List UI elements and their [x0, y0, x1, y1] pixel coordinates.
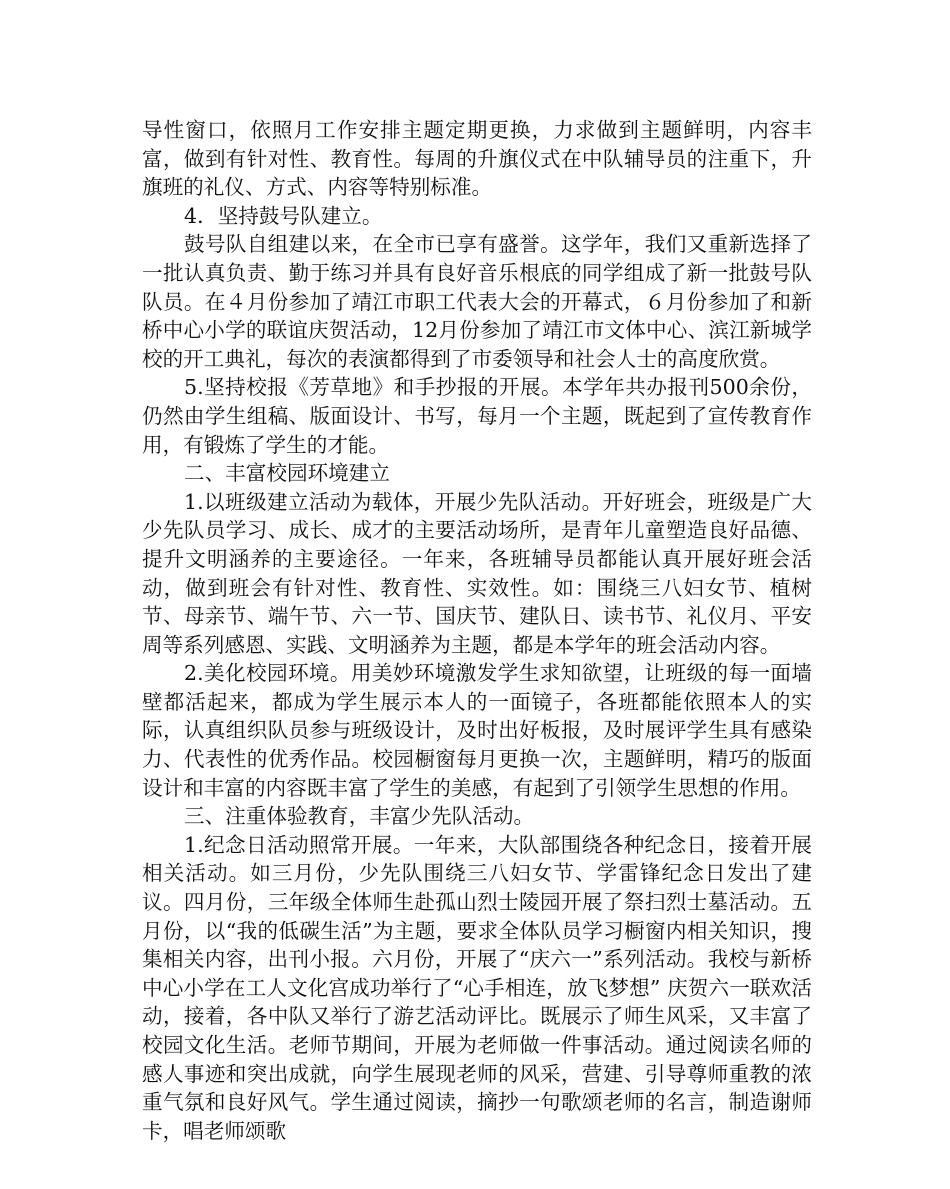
heading-drum-band: 4．坚持鼓号队建立。: [184, 203, 383, 228]
paragraph-continuation: 导性窗口，依照月工作安排主题定期更换，力求做到主题鲜明，内容丰富，做到有针对性、教育性。每周的升旗仪式在中队辅导员的注重下，升旗班的礼仪、方式、内容等特别标准。: [142, 118, 812, 200]
paragraph-drum-band: 鼓号队自组建以来，在全市已享有盛誉。这学年，我们又重新选择了一批认真负责、勤于练习并具有良好音乐根底的同学组成了新一批鼓号队队员。在４月份参加了靖江市职工代表大会的开幕式，６月份参加了和新桥中心小学的联谊庆贺活动，12月份参加了靖江市文体中心、滨江新城学校的开工典礼，每次的表演都得到了市委领导和社会人士的高度欣赏。: [142, 232, 812, 371]
section-heading-campus-environment: 二、丰富校园环境建立: [184, 461, 390, 486]
paragraph-commemoration-days: 1.纪念日活动照常开展。一年来，大队部围绕各种纪念日，接着开展相关活动。如三月份，少先队围绕三八妇女节、学雷锋纪念日发出了建议。四月份，三年级全体师生赴孤山烈士陵园开展了祭扫烈士墓活动。五月份，以“我的低碳生活”为主题，要求全体队员学习橱窗内相关知识，搜集相关内容，出刊小报。六月份，开展了“庆六一”系列活动。我校与新桥中心小学在工人文化宫成功举行了“心手相连，放飞梦想” 庆贺六一联欢活动，接着，各中队又举行了游艺活动评比。既展示了师生风采，又丰富了校园文化生活。老师节期间，开展为老师做一件事活动。通过阅读名师的感人事迹和突出成就，向学生展现老师的风采，营建、引导尊师重教的浓重气氛和良好风气。学生通过阅读，摘抄一句歌颂老师的名言，制造谢师卡，唱老师颂歌: [142, 832, 812, 1143]
paragraph-school-newspaper: 5.坚持校报《芳草地》和手抄报的开展。本学年共办报刊500余份，仍然由学生组稿、版面设计、书写，每月一个主题，既起到了宣传教育作用，有锻炼了学生的才能。: [142, 375, 812, 457]
document-page: [142, 116, 812, 1145]
paragraph-class-activities: 1.以班级建立活动为载体，开展少先队活动。开好班会，班级是广大少先队员学习、成长、成才的主要活动场所，是青年儿童塑造良好品德、提升文明涵养的主要途径。一年来，各班辅导员都能认真开展好班会活动，做到班会有针对性、教育性、实效性。如：围绕三八妇女节、植树节、母亲节、端午节、六一节、国庆节、建队日、读书节、礼仪月、平安周等系列感恩、实践、文明涵养为主题，都是本学年的班会活动内容。: [142, 489, 812, 657]
paragraph-beautify-campus: 2.美化校园环境。用美妙环境激发学生求知欲望，让班级的每一面墙壁都活起来，都成为学生展示本人的一面镜子，各班都能依照本人的实际，认真组织队员参与班级设计，及时出好板报，及时展评学生具有感染力、代表性的优秀作品。校园橱窗每月更换一次，主题鲜明，精巧的版面设计和丰富的内容既丰富了学生的美感，有起到了引领学生思想的作用。: [142, 661, 812, 800]
section-heading-experience-education: 三、注重体验教育，丰富少先队活动。: [184, 804, 535, 829]
